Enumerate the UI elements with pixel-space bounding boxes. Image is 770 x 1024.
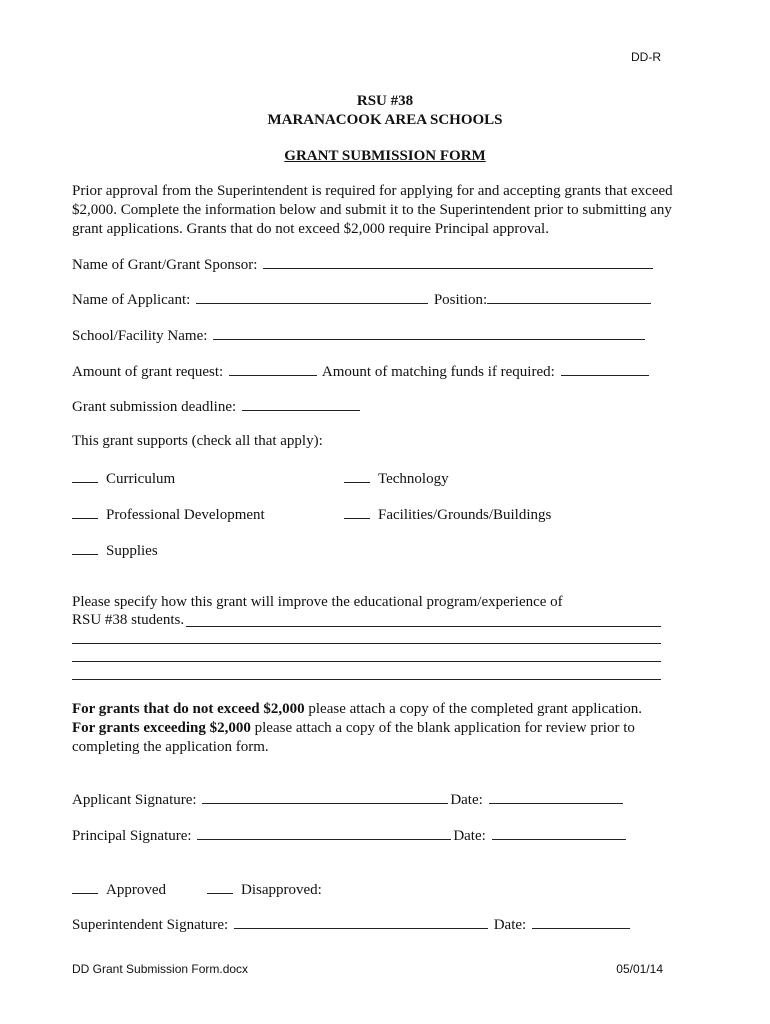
superintendent-date-field[interactable]	[532, 915, 630, 929]
footer-date: 05/01/14	[616, 962, 663, 976]
superintendent-date-label: Date:	[493, 917, 527, 933]
checkbox-blank[interactable]	[72, 505, 98, 519]
position-label: Position:	[433, 292, 488, 308]
approval-approved[interactable]: Approved	[72, 880, 166, 899]
org-name: MARANACOOK AREA SCHOOLS	[267, 112, 503, 128]
checkbox-blank[interactable]	[344, 505, 370, 519]
option-technology[interactable]: Technology	[344, 469, 449, 488]
checkbox-blank[interactable]	[72, 469, 98, 483]
deadline-field[interactable]	[242, 397, 360, 411]
intro-line-3: grant applications. Grants that do not exceed $2,000 require Principal approval.	[72, 221, 549, 237]
checkbox-blank[interactable]	[207, 880, 233, 894]
option-curriculum[interactable]: Curriculum	[72, 469, 175, 488]
principal-signature-label: Principal Signature:	[72, 828, 192, 844]
applicant-date-label: Date:	[450, 792, 483, 808]
applicant-date-field[interactable]	[489, 790, 623, 804]
attach-line-1: For grants that do not exceed $2,000 please attach a copy of the completed grant application.	[72, 701, 642, 717]
supports-prompt: This grant supports (check all that apply):	[72, 433, 323, 449]
checkbox-blank[interactable]	[72, 541, 98, 555]
intro-line-2: $2,000. Complete the information below and submit it to the Superintendent prior to submitting any	[72, 202, 672, 218]
superintendent-signature-row	[72, 915, 632, 934]
superintendent-signature-label: Superintendent Signature:	[72, 917, 229, 933]
grant-request-field[interactable]	[229, 362, 317, 376]
applicant-signature-label: Applicant Signature:	[72, 792, 197, 808]
option-supplies[interactable]: Supplies	[72, 541, 158, 560]
improve-answer-line-2[interactable]	[72, 643, 661, 644]
improve-line-1: Please specify how this grant will improve the educational program/experience of	[72, 594, 563, 610]
school-field[interactable]	[213, 326, 645, 340]
document-code: DD-R	[631, 50, 661, 64]
matching-funds-field[interactable]	[561, 362, 649, 376]
applicant-label: Name of Applicant:	[72, 292, 191, 308]
attach-line-2: For grants exceeding $2,000 please attach a copy of the blank application for review prior to	[72, 720, 635, 736]
applicant-signature-row	[72, 790, 625, 809]
attach-line-3: completing the application form.	[72, 739, 269, 755]
grant-sponsor-label: Name of Grant/Grant Sponsor:	[72, 257, 258, 273]
intro-line-1: Prior approval from the Superintendent is required for applying for and accepting grants that exceed	[72, 183, 673, 199]
principal-date-field[interactable]	[492, 826, 626, 840]
attachment-instructions	[72, 700, 712, 757]
option-professional-development[interactable]: Professional Development	[72, 505, 265, 524]
principal-signature-field[interactable]	[197, 826, 451, 840]
improve-answer-line-4[interactable]	[72, 679, 661, 680]
improve-line-2: RSU #38 students.	[72, 612, 185, 628]
position-field[interactable]	[487, 290, 651, 304]
checkbox-blank[interactable]	[344, 469, 370, 483]
applicant-field[interactable]	[196, 290, 428, 304]
approval-disapproved[interactable]: Disapproved:	[207, 880, 322, 899]
option-facilities[interactable]: Facilities/Grounds/Buildings	[344, 505, 551, 524]
school-label: School/Facility Name:	[72, 328, 208, 344]
footer-filename: DD Grant Submission Form.docx	[72, 962, 249, 976]
checkbox-blank[interactable]	[72, 880, 98, 894]
grant-sponsor-row	[72, 255, 655, 274]
amounts-row	[72, 362, 651, 381]
principal-signature-row	[72, 826, 628, 845]
applicant-row	[72, 290, 653, 309]
improve-answer-line-1[interactable]	[186, 626, 661, 627]
deadline-row	[72, 397, 362, 416]
applicant-signature-field[interactable]	[202, 790, 448, 804]
superintendent-signature-field[interactable]	[234, 915, 488, 929]
form-title: GRANT SUBMISSION FORM	[284, 148, 486, 164]
principal-date-label: Date:	[453, 828, 486, 844]
grant-request-label: Amount of grant request:	[72, 364, 224, 380]
intro-paragraph	[72, 182, 692, 239]
org-number: RSU #38	[356, 93, 414, 109]
grant-sponsor-field[interactable]	[263, 255, 653, 269]
deadline-label: Grant submission deadline:	[72, 399, 237, 415]
matching-funds-label: Amount of matching funds if required:	[321, 364, 555, 380]
improve-answer-line-3[interactable]	[72, 661, 661, 662]
school-row	[72, 326, 647, 345]
